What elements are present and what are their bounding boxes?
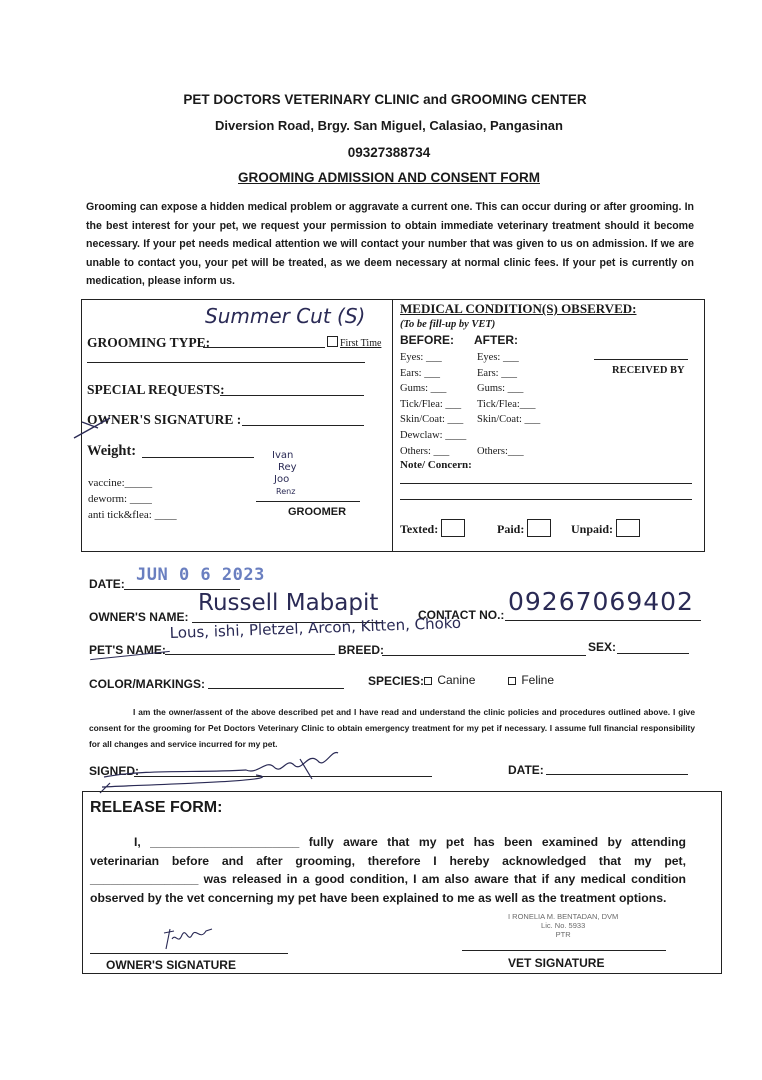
texted-box[interactable] <box>441 519 465 537</box>
special-requests-label: SPECIAL REQUESTS: <box>87 382 225 397</box>
weight-line[interactable] <box>142 457 254 458</box>
unpaid-field[interactable] <box>571 519 640 537</box>
paid-field[interactable] <box>497 519 551 537</box>
species-canine-option[interactable] <box>424 673 475 687</box>
note-line-2[interactable] <box>400 499 692 500</box>
after-item: Tick/Flea:___ <box>477 398 536 410</box>
contact-value[interactable]: 09267069402 <box>508 587 694 616</box>
note-line-1[interactable] <box>400 483 692 484</box>
sex-line[interactable] <box>617 653 689 654</box>
vaccine-label: vaccine:_____ <box>88 477 153 489</box>
canine-label: Canine <box>437 673 476 687</box>
species-feline-option[interactable] <box>508 673 554 687</box>
groomer-name: Joo <box>274 474 290 485</box>
canine-checkbox[interactable] <box>424 677 432 685</box>
texted-label: Texted: <box>400 522 439 536</box>
color-line[interactable] <box>208 688 344 689</box>
before-item: Gums: ___ <box>400 383 447 395</box>
breed-label: BREED: <box>338 643 385 657</box>
medical-title: MEDICAL CONDITION(S) OBSERVED: <box>400 301 637 316</box>
groomer-name: Ivan <box>272 450 294 461</box>
feline-checkbox[interactable] <box>508 677 516 685</box>
grooming-type-line <box>203 347 325 348</box>
before-item: Ears: ___ <box>400 367 440 379</box>
before-item: Eyes: ___ <box>400 352 442 363</box>
owner-signature-scribble <box>72 414 142 444</box>
intro-paragraph: Grooming can expose a hidden medical problem or aggravate a current one. This can occur during or after grooming. In the best interest for your pet, we request your permission to obtain immediate veterinary treatment should it become necessary. If your pet needs medical attention we will contact your number that was given to us on admission. If we are unable to contact you, your pet will be treated, as we deem necessary at normal clinic fees. If your pet is currently on medication, please inform us. <box>86 201 694 288</box>
before-label: BEFORE: <box>400 333 454 347</box>
owner-sig-label: OWNER'S SIGNATURE <box>106 958 236 972</box>
pet-name-line[interactable] <box>165 654 335 655</box>
weight-label: Weight: <box>87 443 137 459</box>
after-item: Gums: ___ <box>477 383 524 395</box>
owner-name-value[interactable]: Russell Mabapit <box>198 590 379 616</box>
before-item: Tick/Flea: ___ <box>400 398 462 410</box>
after-item: Skin/Coat: ___ <box>477 414 541 426</box>
groomer-name: Renz <box>276 487 296 496</box>
clinic-address: Diversion Road, Brgy. San Miguel, Calasiao, Pangasinan <box>215 118 563 133</box>
pet-name-label: PET'S NAME: <box>89 643 166 657</box>
antitick-label: anti tick&flea: ____ <box>88 509 177 521</box>
color-label: COLOR/MARKINGS: <box>89 677 205 691</box>
medical-subtitle: (To be fill-up by VET) <box>400 319 496 330</box>
paid-box[interactable] <box>527 519 551 537</box>
unpaid-label: Unpaid: <box>571 522 614 536</box>
after-item: Others:___ <box>477 445 524 457</box>
paid-label: Paid: <box>497 522 525 536</box>
date-stamp: JUN 0 6 2023 <box>136 565 265 585</box>
clinic-name: PET DOCTORS VETERINARY CLINIC and GROOMING CENTER <box>183 92 587 107</box>
first-time-checkbox[interactable] <box>327 336 338 347</box>
received-by-line[interactable] <box>594 359 688 360</box>
before-list <box>400 350 466 459</box>
after-item <box>477 428 540 444</box>
clinic-phone: 09327388734 <box>347 145 431 160</box>
unpaid-box[interactable] <box>616 519 640 537</box>
owner-signature-label: OWNER'S SIGNATURE : <box>87 412 242 427</box>
feline-label: Feline <box>521 673 555 687</box>
vet-sig-line[interactable] <box>462 950 666 951</box>
grooming-type-value[interactable]: Summer Cut (S) <box>205 304 366 328</box>
grooming-type-line-2 <box>87 362 365 363</box>
first-time-label: First Time <box>340 338 382 349</box>
grooming-type-label: GROOMING TYPE: <box>87 335 211 350</box>
stamp-ptr: PTR <box>555 930 571 939</box>
sex-label: SEX: <box>588 640 617 654</box>
release-title: RELEASE FORM: <box>90 799 223 816</box>
after-item: Eyes: ___ <box>477 352 519 363</box>
owner-name-label: OWNER'S NAME: <box>89 610 189 624</box>
pet-name-value[interactable]: Lous, ishi, Pletzel, Arcon, Kitten, Choko <box>169 613 462 642</box>
contact-line[interactable] <box>505 620 701 621</box>
received-by-label: RECEIVED BY <box>612 365 685 376</box>
before-item: Skin/Coat: ___ <box>400 414 464 426</box>
after-label: AFTER: <box>474 333 518 347</box>
release-owner-signature-drawing <box>160 923 220 953</box>
release-paragraph: I, ______________________ fully aware that my pet has been examined by attending veterinarian before and after grooming, therefore I hereby acknowledged that my pet, ________________ was released in a good condition, I am also aware that if any medical condition observed by the vet concerning my pet have been explained to me as well as the treatment options. <box>90 835 686 905</box>
vet-stamp <box>508 912 618 939</box>
signed-date-line[interactable] <box>546 774 688 775</box>
breed-line[interactable] <box>382 655 586 656</box>
date-label: DATE: <box>89 577 125 591</box>
after-item: Ears: ___ <box>477 367 517 379</box>
note-label: Note/ Concern: <box>400 459 472 471</box>
groomer-name: Rey <box>278 462 297 473</box>
before-item: Others: ___ <box>400 445 450 457</box>
signed-date-label: DATE: <box>508 763 544 777</box>
groomer-label: GROOMER <box>288 506 347 518</box>
stamp-name: I RONELIA M. BENTADAN, DVM <box>508 912 619 921</box>
owner-signature-drawing <box>96 745 346 795</box>
before-item: Dewclaw: ____ <box>400 429 467 441</box>
stamp-license: Lic. No. 5933 <box>541 921 586 930</box>
after-list <box>477 350 540 459</box>
groomer-line[interactable] <box>256 501 360 502</box>
first-time-option[interactable] <box>327 336 381 349</box>
form-title: GROOMING ADMISSION AND CONSENT FORM <box>238 170 540 185</box>
owner-signature-line[interactable] <box>242 425 364 426</box>
groomer-names <box>272 450 312 498</box>
vet-sig-label: VET SIGNATURE <box>508 956 605 970</box>
deworm-label: deworm: ____ <box>88 493 152 505</box>
species-label: SPECIES: <box>368 674 425 688</box>
box-divider <box>392 299 393 552</box>
texted-field[interactable] <box>400 519 465 537</box>
owner-sig-line[interactable] <box>90 953 288 954</box>
signed-label: SIGNED: <box>89 764 140 778</box>
contact-label: CONTACT NO.: <box>418 608 505 622</box>
special-requests-line[interactable] <box>220 395 364 396</box>
consent-paragraph: I am the owner/assent of the above described pet and I have read and understand the clinic policies and procedures outlined above. I give consent for the grooming for Pet Doctors Veterinary Clinic to obtain emergency treatment for my pet if necessary. I assume full financial responsibility for all changes and service incurred for my pet. <box>89 707 695 749</box>
